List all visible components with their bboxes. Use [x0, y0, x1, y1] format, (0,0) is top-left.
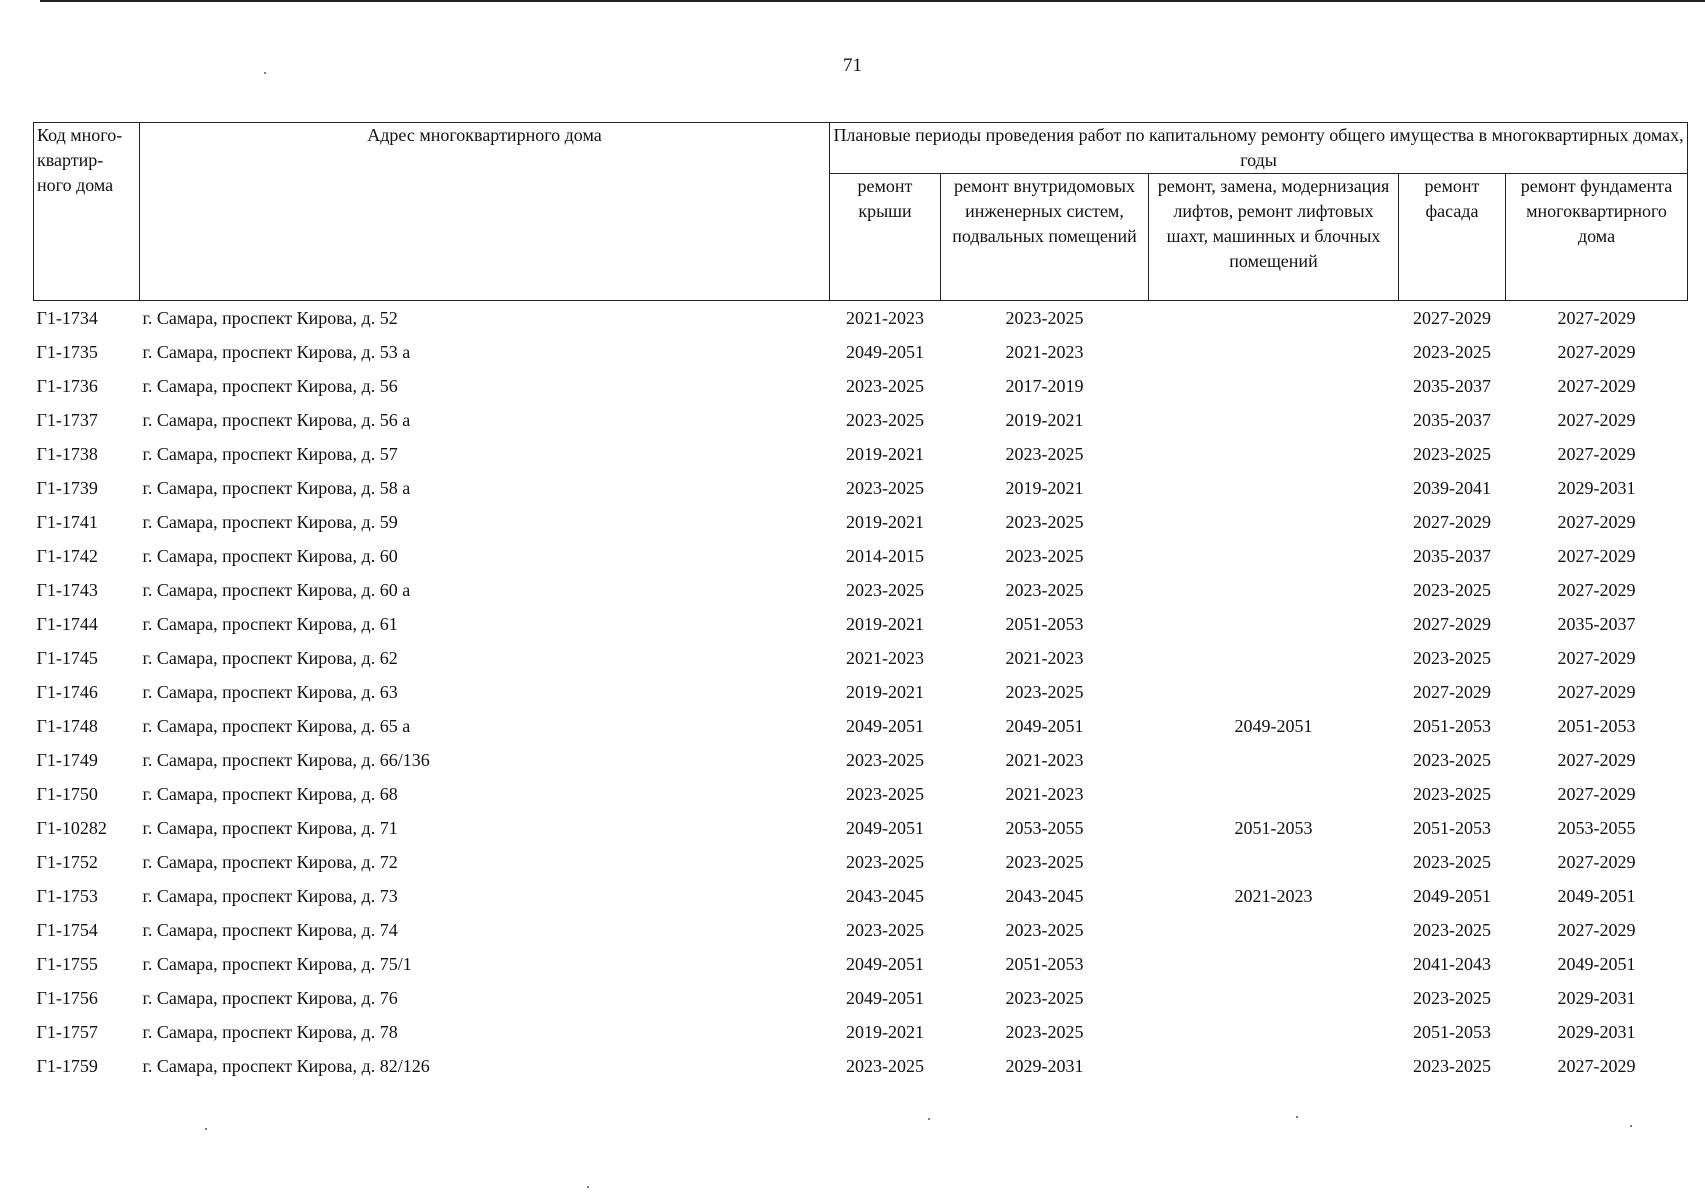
cell-facade: 2027-2029 [1413, 613, 1491, 634]
scan-speck [264, 72, 266, 74]
cell-code: Г1-1743 [36, 579, 98, 600]
cell-foundation: 2027-2029 [1557, 749, 1636, 770]
cell-foundation: 2029-2031 [1557, 477, 1636, 498]
table-row [34, 471, 1688, 505]
table-body [34, 301, 1688, 1084]
cell-roof: 2023-2025 [846, 579, 924, 600]
table-row [34, 743, 1688, 777]
cell-lifts: 2049-2051 [1234, 715, 1313, 736]
cell-foundation: 2027-2029 [1557, 545, 1636, 566]
cell-roof: 2021-2023 [846, 307, 924, 328]
cell-foundation: 2027-2029 [1557, 443, 1636, 464]
cell-code: Г1-1745 [36, 647, 98, 668]
table-row [34, 777, 1688, 811]
cell-lifts: 2021-2023 [1234, 885, 1313, 906]
cell-roof: 2049-2051 [846, 715, 924, 736]
cell-foundation: 2029-2031 [1557, 1021, 1636, 1042]
cell-roof: 2023-2025 [846, 375, 924, 396]
cell-lifts [1149, 641, 1399, 675]
cell-foundation: 2027-2029 [1557, 919, 1636, 940]
cell-foundation: 2053-2055 [1557, 817, 1636, 838]
header-foundation: ремонт фундамента многоквартирного дома [1506, 174, 1688, 301]
cell-code: Г1-1734 [36, 307, 98, 328]
cell-facade: 2023-2025 [1413, 987, 1491, 1008]
cell-code: Г1-1742 [36, 545, 98, 566]
table-row [34, 505, 1688, 539]
cell-foundation: 2029-2031 [1557, 987, 1636, 1008]
cell-code: Г1-1748 [36, 715, 98, 736]
cell-code: Г1-1736 [36, 375, 98, 396]
cell-code: Г1-10282 [36, 817, 107, 838]
cell-engineering-systems: 2049-2051 [1005, 715, 1084, 736]
cell-engineering-systems: 2023-2025 [1005, 851, 1084, 872]
cell-engineering-systems: 2023-2025 [1005, 511, 1084, 532]
cell-foundation: 2051-2053 [1557, 715, 1636, 736]
cell-roof: 2023-2025 [846, 477, 924, 498]
cell-facade: 2023-2025 [1413, 443, 1491, 464]
cell-address: г. Самара, проспект Кирова, д. 62 [142, 647, 398, 668]
cell-roof: 2023-2025 [846, 851, 924, 872]
table-row [34, 403, 1688, 437]
cell-engineering-systems: 2023-2025 [1005, 545, 1084, 566]
cell-roof: 2043-2045 [846, 885, 924, 906]
cell-foundation: 2027-2029 [1557, 511, 1636, 532]
cell-lifts [1149, 777, 1399, 811]
cell-facade: 2023-2025 [1413, 851, 1491, 872]
table-row [34, 675, 1688, 709]
cell-code: Г1-1749 [36, 749, 98, 770]
cell-lifts [1149, 573, 1399, 607]
cell-engineering-systems: 2021-2023 [1005, 749, 1084, 770]
cell-engineering-systems: 2023-2025 [1005, 443, 1084, 464]
cell-code: Г1-1755 [36, 953, 98, 974]
cell-roof: 2023-2025 [846, 1055, 924, 1076]
cell-code: Г1-1752 [36, 851, 98, 872]
cell-facade: 2023-2025 [1413, 749, 1491, 770]
cell-facade: 2023-2025 [1413, 1055, 1491, 1076]
cell-engineering-systems: 2023-2025 [1005, 987, 1084, 1008]
cell-address: г. Самара, проспект Кирова, д. 78 [142, 1021, 398, 1042]
cell-lifts [1149, 301, 1399, 336]
table-row [34, 981, 1688, 1015]
cell-facade: 2023-2025 [1413, 579, 1491, 600]
scan-speck [205, 1128, 207, 1130]
cell-lifts [1149, 607, 1399, 641]
cell-foundation: 2027-2029 [1557, 647, 1636, 668]
scan-speck [1296, 1116, 1298, 1118]
cell-address: г. Самара, проспект Кирова, д. 63 [142, 681, 398, 702]
cell-foundation: 2027-2029 [1557, 681, 1636, 702]
cell-engineering-systems: 2023-2025 [1005, 307, 1084, 328]
cell-code: Г1-1746 [36, 681, 98, 702]
header-planned-periods: Плановые периоды проведения работ по капитальному ремонту общего имущества в многоквартирных домах, годы [830, 123, 1688, 174]
cell-roof: 2019-2021 [846, 1021, 924, 1042]
cell-address: г. Самара, проспект Кирова, д. 75/1 [142, 953, 412, 974]
cell-address: г. Самара, проспект Кирова, д. 68 [142, 783, 398, 804]
table-row [34, 913, 1688, 947]
header-roof: ремонт крыши [830, 174, 941, 301]
cell-address: г. Самара, проспект Кирова, д. 71 [142, 817, 398, 838]
page-number: 71 [843, 55, 862, 76]
cell-address: г. Самара, проспект Кирова, д. 72 [142, 851, 398, 872]
cell-address: г. Самара, проспект Кирова, д. 74 [142, 919, 398, 940]
cell-address: г. Самара, проспект Кирова, д. 57 [142, 443, 398, 464]
cell-foundation: 2035-2037 [1557, 613, 1636, 634]
table-header [34, 123, 1688, 301]
table-row [34, 437, 1688, 471]
scan-speck [587, 1186, 589, 1188]
cell-foundation: 2049-2051 [1557, 885, 1636, 906]
cell-lifts [1149, 743, 1399, 777]
cell-engineering-systems: 2021-2023 [1005, 647, 1084, 668]
top-rule [40, 0, 1705, 2]
cell-foundation: 2027-2029 [1557, 783, 1636, 804]
cell-facade: 2035-2037 [1413, 545, 1491, 566]
cell-engineering-systems: 2021-2023 [1005, 783, 1084, 804]
cell-facade: 2035-2037 [1413, 375, 1491, 396]
cell-address: г. Самара, проспект Кирова, д. 73 [142, 885, 398, 906]
cell-facade: 2023-2025 [1413, 919, 1491, 940]
cell-engineering-systems: 2019-2021 [1005, 409, 1084, 430]
cell-facade: 2049-2051 [1413, 885, 1491, 906]
cell-facade: 2027-2029 [1413, 511, 1491, 532]
cell-facade: 2027-2029 [1413, 307, 1491, 328]
header-facade: ремонт фасада [1399, 174, 1506, 301]
cell-facade: 2051-2053 [1413, 715, 1491, 736]
cell-code: Г1-1757 [36, 1021, 98, 1042]
cell-engineering-systems: 2023-2025 [1005, 579, 1084, 600]
cell-facade: 2041-2043 [1413, 953, 1491, 974]
cell-lifts: 2051-2053 [1234, 817, 1313, 838]
cell-roof: 2023-2025 [846, 749, 924, 770]
cell-address: г. Самара, проспект Кирова, д. 61 [142, 613, 398, 634]
cell-code: Г1-1739 [36, 477, 98, 498]
table-row [34, 335, 1688, 369]
cell-facade: 2023-2025 [1413, 341, 1491, 362]
cell-lifts [1149, 505, 1399, 539]
cell-roof: 2014-2015 [846, 545, 924, 566]
cell-roof: 2023-2025 [846, 919, 924, 940]
cell-code: Г1-1759 [36, 1055, 98, 1076]
cell-code: Г1-1756 [36, 987, 98, 1008]
cell-lifts [1149, 981, 1399, 1015]
cell-foundation: 2027-2029 [1557, 307, 1636, 328]
cell-roof: 2049-2051 [846, 987, 924, 1008]
cell-code: Г1-1750 [36, 783, 98, 804]
cell-roof: 2021-2023 [846, 647, 924, 668]
cell-roof: 2019-2021 [846, 613, 924, 634]
cell-engineering-systems: 2023-2025 [1005, 681, 1084, 702]
cell-facade: 2023-2025 [1413, 647, 1491, 668]
cell-code: Г1-1754 [36, 919, 98, 940]
cell-address: г. Самара, проспект Кирова, д. 59 [142, 511, 398, 532]
table-row [34, 573, 1688, 607]
header-address: Адрес многоквартирного дома [140, 123, 830, 301]
cell-engineering-systems: 2051-2053 [1005, 953, 1084, 974]
cell-engineering-systems: 2021-2023 [1005, 341, 1084, 362]
cell-address: г. Самара, проспект Кирова, д. 60 [142, 545, 398, 566]
cell-address: г. Самара, проспект Кирова, д. 56 а [142, 409, 411, 430]
cell-engineering-systems: 2017-2019 [1005, 375, 1084, 396]
table-row [34, 641, 1688, 675]
cell-roof: 2019-2021 [846, 511, 924, 532]
cell-facade: 2039-2041 [1413, 477, 1491, 498]
table-row [34, 879, 1688, 913]
cell-foundation: 2027-2029 [1557, 375, 1636, 396]
cell-lifts [1149, 1015, 1399, 1049]
cell-lifts [1149, 471, 1399, 505]
cell-lifts [1149, 335, 1399, 369]
cell-code: Г1-1737 [36, 409, 98, 430]
scan-speck [1630, 1125, 1632, 1127]
capital-repair-table [33, 122, 1688, 1083]
cell-address: г. Самара, проспект Кирова, д. 65 а [142, 715, 411, 736]
cell-engineering-systems: 2023-2025 [1005, 1021, 1084, 1042]
cell-lifts [1149, 845, 1399, 879]
cell-roof: 2049-2051 [846, 817, 924, 838]
cell-address: г. Самара, проспект Кирова, д. 53 а [142, 341, 411, 362]
cell-code: Г1-1753 [36, 885, 98, 906]
cell-address: г. Самара, проспект Кирова, д. 52 [142, 307, 398, 328]
cell-roof: 2023-2025 [846, 409, 924, 430]
cell-code: Г1-1741 [36, 511, 98, 532]
cell-code: Г1-1738 [36, 443, 98, 464]
cell-engineering-systems: 2029-2031 [1005, 1055, 1084, 1076]
cell-roof: 2049-2051 [846, 341, 924, 362]
cell-roof: 2019-2021 [846, 681, 924, 702]
table-row [34, 947, 1688, 981]
cell-roof: 2019-2021 [846, 443, 924, 464]
table-row [34, 1049, 1688, 1083]
cell-address: г. Самара, проспект Кирова, д. 60 а [142, 579, 411, 600]
cell-facade: 2051-2053 [1413, 1021, 1491, 1042]
header-lifts: ремонт, замена, модернизация лифтов, ремонт лифтовых шахт, машинных и блочных помещений [1149, 174, 1399, 301]
cell-foundation: 2027-2029 [1557, 1055, 1636, 1076]
cell-foundation: 2027-2029 [1557, 851, 1636, 872]
table-row [34, 811, 1688, 845]
cell-facade: 2051-2053 [1413, 817, 1491, 838]
cell-engineering-systems: 2019-2021 [1005, 477, 1084, 498]
cell-foundation: 2027-2029 [1557, 579, 1636, 600]
cell-lifts [1149, 947, 1399, 981]
cell-foundation: 2027-2029 [1557, 341, 1636, 362]
cell-lifts [1149, 675, 1399, 709]
table-row [34, 607, 1688, 641]
cell-lifts [1149, 1049, 1399, 1083]
cell-facade: 2035-2037 [1413, 409, 1491, 430]
cell-address: г. Самара, проспект Кирова, д. 76 [142, 987, 398, 1008]
cell-engineering-systems: 2023-2025 [1005, 919, 1084, 940]
cell-facade: 2027-2029 [1413, 681, 1491, 702]
cell-address: г. Самара, проспект Кирова, д. 82/126 [142, 1055, 430, 1076]
table-row [34, 301, 1688, 336]
cell-roof: 2049-2051 [846, 953, 924, 974]
cell-address: г. Самара, проспект Кирова, д. 56 [142, 375, 398, 396]
table-row [34, 709, 1688, 743]
table-row [34, 539, 1688, 573]
table-row [34, 369, 1688, 403]
cell-lifts [1149, 369, 1399, 403]
cell-lifts [1149, 539, 1399, 573]
cell-address: г. Самара, проспект Кирова, д. 58 а [142, 477, 411, 498]
header-code: Код много-квартир-ного дома [34, 123, 140, 301]
cell-engineering-systems: 2051-2053 [1005, 613, 1084, 634]
cell-facade: 2023-2025 [1413, 783, 1491, 804]
table-row [34, 1015, 1688, 1049]
cell-foundation: 2027-2029 [1557, 409, 1636, 430]
cell-engineering-systems: 2053-2055 [1005, 817, 1084, 838]
cell-lifts [1149, 913, 1399, 947]
cell-lifts [1149, 437, 1399, 471]
cell-engineering-systems: 2043-2045 [1005, 885, 1084, 906]
cell-address: г. Самара, проспект Кирова, д. 66/136 [142, 749, 430, 770]
cell-code: Г1-1744 [36, 613, 98, 634]
cell-code: Г1-1735 [36, 341, 98, 362]
cell-foundation: 2049-2051 [1557, 953, 1636, 974]
table-row [34, 845, 1688, 879]
header-engineering-systems: ремонт внутридомовых инженерных систем, подвальных помещений [941, 174, 1149, 301]
scan-speck [928, 1118, 930, 1120]
cell-lifts [1149, 403, 1399, 437]
cell-roof: 2023-2025 [846, 783, 924, 804]
